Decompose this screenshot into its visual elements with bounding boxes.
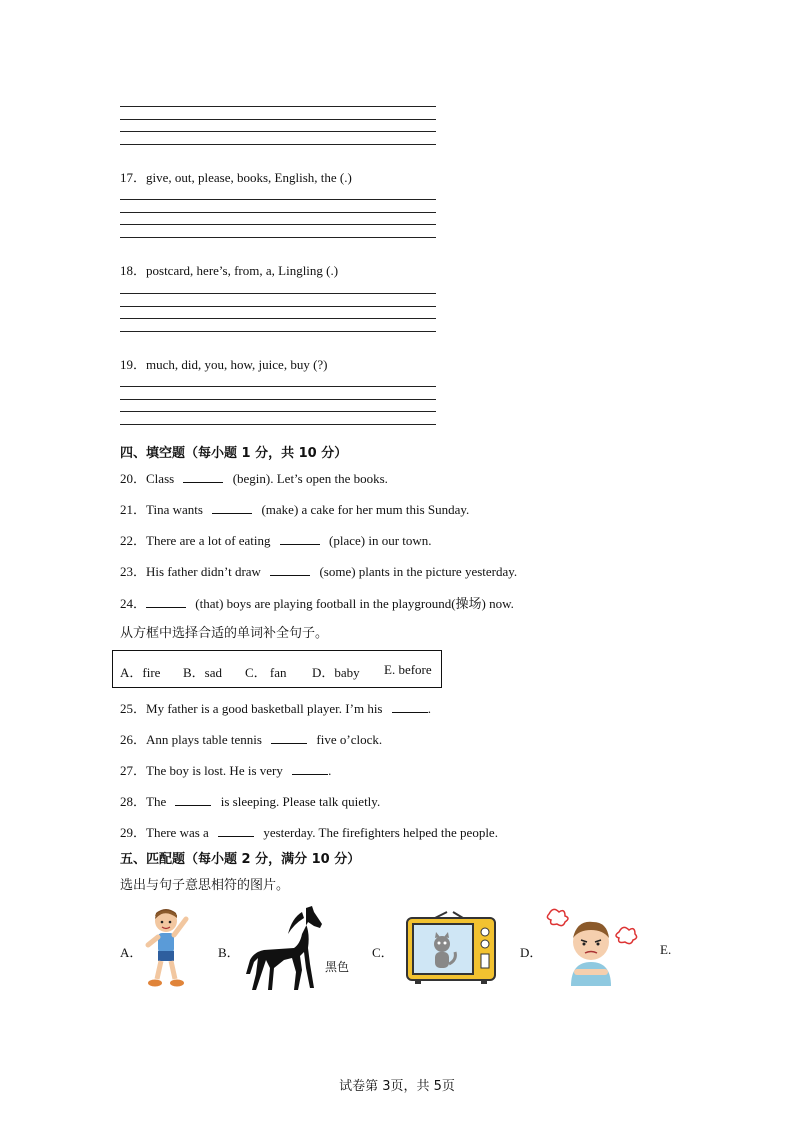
black-horse-picture	[244, 904, 326, 994]
question-22: 22．There are a lot of eating (place) in our town.	[120, 533, 432, 548]
question-24: 24． (that) boys are playing football in the playground(操场) now.	[120, 596, 514, 611]
question-17: 17．give, out, please, books, English, the (.)	[120, 170, 352, 185]
question-27: 27．The boy is lost. He is very .	[120, 763, 332, 778]
picture-label-b: B．	[218, 945, 240, 960]
question-28: 28．The is sleeping. Please talk quietly.	[120, 794, 381, 809]
question-20: 20．Class (begin). Let’s open the books.	[120, 471, 388, 486]
question-18: 18．postcard, here’s, from, a, Lingling (.)	[120, 263, 339, 278]
page-footer: 试卷第 3页，共 5页	[339, 1079, 455, 1094]
picture-label-e: E.	[660, 942, 672, 957]
word-choice-box	[112, 650, 442, 688]
picture-label-a: A．	[120, 945, 143, 960]
answer-blank[interactable]	[292, 763, 328, 775]
section-4-title: 四、填空题（每小题 1 分，共 10 分）	[120, 446, 348, 461]
answer-blank[interactable]	[175, 794, 211, 806]
choice-c: C． fan	[245, 665, 287, 680]
answer-blank[interactable]	[218, 825, 254, 837]
choice-e: E. before	[384, 662, 432, 677]
tv-picture	[405, 910, 497, 986]
answer-blank[interactable]	[183, 471, 223, 483]
horse-caption: 黑色	[325, 960, 350, 974]
choice-b: B．sad	[183, 665, 223, 680]
answer-lines-16	[120, 106, 436, 157]
choice-a: A．fire	[120, 665, 161, 680]
section-5-instruction: 选出与句子意思相符的图片。	[120, 878, 290, 893]
answer-blank[interactable]	[146, 596, 186, 608]
question-25: 25．My father is a good basketball player. I’m his .	[120, 701, 431, 716]
question-26: 26．Ann plays table tennis five o’clock.	[120, 732, 383, 747]
picture-label-c: C．	[372, 945, 394, 960]
answer-lines-18	[120, 293, 436, 344]
answer-lines-17	[120, 199, 436, 250]
question-19: 19．much, did, you, how, juice, buy (?)	[120, 357, 328, 372]
boy-exercising-picture	[140, 905, 190, 989]
question-23: 23．His father didn’t draw (some) plants in the picture yesterday.	[120, 564, 518, 579]
answer-lines-19	[120, 386, 436, 437]
answer-blank[interactable]	[270, 564, 310, 576]
answer-blank[interactable]	[280, 533, 320, 545]
choice-d: D．baby	[312, 665, 360, 680]
question-21: 21．Tina wants (make) a cake for her mum this Sunday.	[120, 502, 470, 517]
answer-blank[interactable]	[392, 701, 428, 713]
answer-blank[interactable]	[271, 732, 307, 744]
angry-boy-picture	[543, 906, 639, 988]
picture-label-d: D．	[520, 945, 543, 960]
answer-blank[interactable]	[212, 502, 252, 514]
section-5-title: 五、匹配题（每小题 2 分，满分 10 分）	[120, 852, 361, 867]
question-29: 29．There was a yesterday. The firefighters helped the people.	[120, 825, 498, 840]
section-4-instruction: 从方框中选择合适的单词补全句子。	[120, 626, 329, 641]
